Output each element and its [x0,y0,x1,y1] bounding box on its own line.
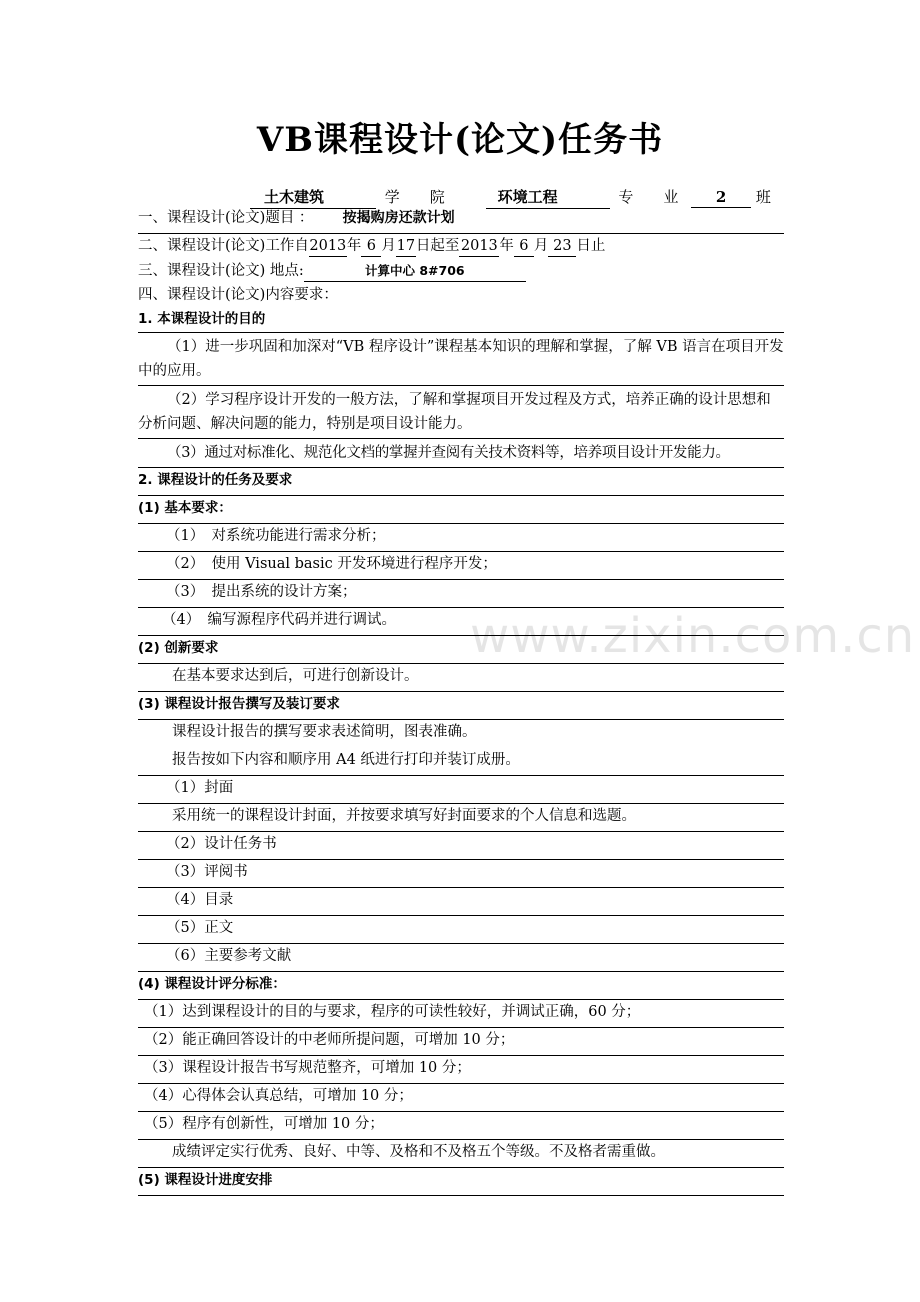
report-item: （2）设计任务书 [138,832,784,860]
grading-item: （3）课程设计报告书写规范整齐，可增加 10 分； [138,1056,784,1084]
major-value: 环境工程 [486,186,610,209]
basic-item-text: （2） 使用 Visual basic 开发环境进行程序开发； [166,556,497,572]
report-line: 报告按如下内容和顺序用 A4 纸进行打印并装订成册。 [138,748,784,776]
report-item: （3）评阅书 [138,860,784,888]
basic-item [138,552,784,580]
class-label: 班 [755,188,771,206]
end-day: 23 [548,236,576,257]
topic-row [138,206,784,234]
basic-requirements-heading: (1) 基本要求： [138,496,784,524]
basic-item: （1） 对系统功能进行需求分析； [138,524,784,552]
grading-note: 成绩评定实行优秀、良好、中等、及格和不及格五个等级。不及格者需重做。 [138,1140,784,1168]
objective-2: （2）学习程序设计开发的一般方法，了解和掌握项目开发过程及方式，培养正确的设计思想和分析问题、解决问题的能力，特别是项目设计能力。 [138,386,784,439]
grading-item: （5）程序有创新性，可增加 10 分； [138,1112,784,1140]
grading-heading: (4) 课程设计评分标准： [138,972,784,1000]
report-item: （4）目录 [138,888,784,916]
innovation-text: 在基本要求达到后，可进行创新设计。 [138,664,784,692]
report-item: （5）正文 [138,916,784,944]
period-row: 二、课程设计(论文)工作自2013年 6 月17日起至 2013 年 6 月 23 日止 [138,234,784,259]
period-label: 二、课程设计(论文)工作自 [138,238,309,254]
grading-item: （2）能正确回答设计的中老师所提问题，可增加 10 分； [138,1028,784,1056]
schedule-heading: (5) 课程设计进度安排 [138,1168,784,1196]
watermark: www.zixin.com.cn [470,608,916,664]
end-year: 2013 [459,236,499,257]
section2-heading: 2. 课程设计的任务及要求 [138,468,784,496]
topic-label: 一、课程设计(论文)题目 ： [138,210,314,226]
report-item: 采用统一的课程设计封面，并按要求填写好封面要求的个人信息和选题。 [138,804,784,832]
class-value: 2 [691,188,751,208]
end-month: 6 [514,236,534,257]
major-label: 专 业 [618,188,679,206]
start-month: 6 [361,236,381,257]
innovation-heading: (2) 创新要求 [138,636,784,664]
report-heading: (3) 课程设计报告撰写及装订要求 [138,692,784,720]
location-value: 计算中心 8#706 [304,261,526,282]
report-item: （6）主要参考文献 [138,944,784,972]
document-title: VB课程设计(论文)任务书 [256,120,664,160]
content-label: 四、课程设计(论文)内容要求： [138,287,338,303]
location-label: 三、课程设计(论文) 地点: [138,263,304,279]
topic-value: 按揭购房还款计划 [342,210,455,226]
task-content [138,206,784,1196]
report-item: （1）封面 [138,776,784,804]
grading-item: （1）达到课程设计的目的与要求，程序的可读性较好，并调试正确，60 分； [138,1000,784,1028]
grading-item: （4）心得体会认真总结，可增加 10 分； [138,1084,784,1112]
location-row [138,259,784,283]
report-line: 课程设计报告的撰写要求表述简明，图表准确。 [172,724,477,740]
basic-item: （4） 编写源程序代码并进行调试。 [138,608,784,636]
objective-1: （1）进一步巩固和加深对“VB 程序设计”课程基本知识的理解和掌握，了解 VB 语言在项目开发中的应用。 [138,333,784,386]
basic-item: （3） 提出系统的设计方案； [138,580,784,608]
start-year: 2013 [309,236,347,257]
school-value: 土木建筑 [250,186,376,209]
school-label: 学 院 [384,188,445,206]
start-day: 17 [396,236,416,257]
section1-heading: 1. 本课程设计的目的 [138,307,784,333]
objective-3: （3）通过对标准化、规范化文档的掌握并查阅有关技术资料等，培养项目设计开发能力。 [138,439,784,468]
